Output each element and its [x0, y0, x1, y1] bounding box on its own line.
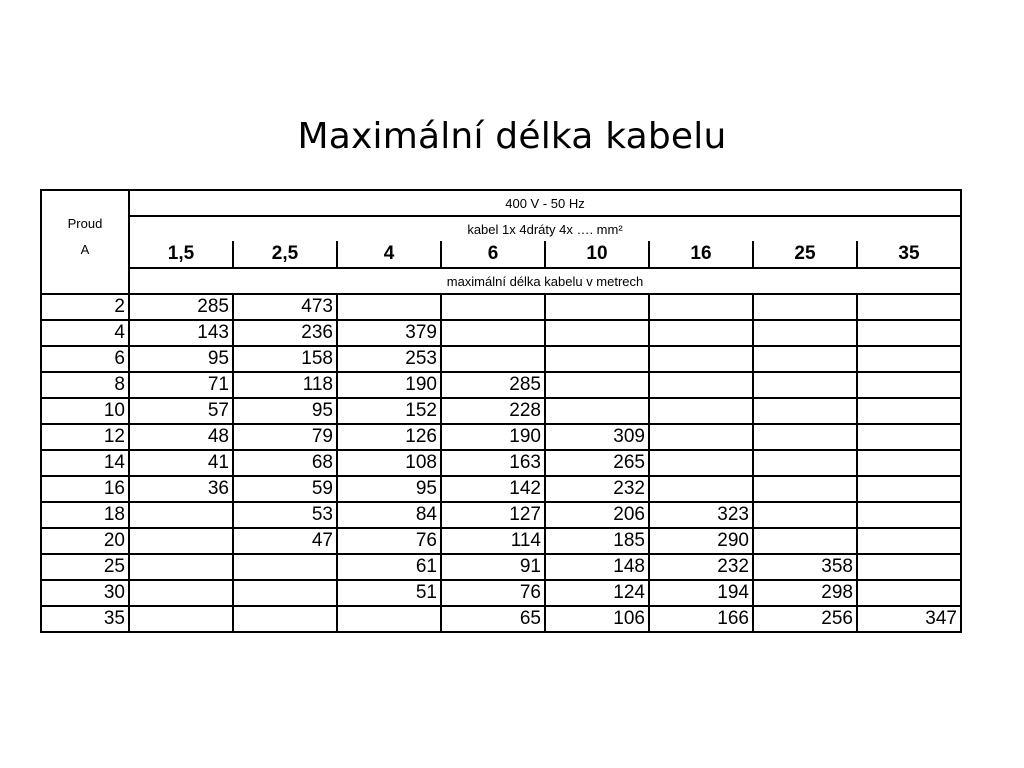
- length-cell: 124: [545, 580, 649, 606]
- length-cell: 57: [129, 398, 233, 424]
- length-cell: 323: [649, 502, 753, 528]
- length-cell: 127: [441, 502, 545, 528]
- current-cell: 30: [41, 580, 129, 606]
- length-cell: 114: [441, 528, 545, 554]
- length-cell: 256: [753, 606, 857, 632]
- length-cell: 143: [129, 320, 233, 346]
- length-cell: [441, 294, 545, 320]
- length-cell: [753, 476, 857, 502]
- table-row: [41, 606, 961, 632]
- length-cell: [753, 528, 857, 554]
- page-title: Maximální délka kabelu: [297, 116, 727, 157]
- length-cell: 228: [441, 398, 545, 424]
- length-cell: 126: [337, 424, 441, 450]
- length-cell: [233, 606, 337, 632]
- length-cell: [129, 554, 233, 580]
- length-cell: [649, 372, 753, 398]
- length-cell: 79: [233, 424, 337, 450]
- length-cell: [233, 580, 337, 606]
- length-note-header: maximální délka kabelu v metrech: [129, 268, 961, 294]
- length-cell: [857, 502, 961, 528]
- length-cell: [753, 294, 857, 320]
- length-cell: [857, 450, 961, 476]
- length-cell: [649, 346, 753, 372]
- length-cell: 309: [545, 424, 649, 450]
- current-cell: 20: [41, 528, 129, 554]
- length-cell: [649, 320, 753, 346]
- length-cell: [753, 398, 857, 424]
- cable-header: kabel 1x 4dráty 4x …. mm²: [129, 216, 961, 241]
- length-cell: 190: [441, 424, 545, 450]
- cross-section-header: 35: [857, 241, 961, 268]
- current-cell: 25: [41, 554, 129, 580]
- length-cell: 41: [129, 450, 233, 476]
- length-cell: 152: [337, 398, 441, 424]
- proud-header-cell: [41, 190, 129, 294]
- header-row-length-note: [41, 268, 961, 294]
- length-cell: 95: [233, 398, 337, 424]
- header-row-voltage: [41, 190, 961, 216]
- length-cell: 232: [545, 476, 649, 502]
- length-cell: [753, 424, 857, 450]
- table-row: [41, 398, 961, 424]
- cross-section-header: 25: [753, 241, 857, 268]
- length-cell: [857, 372, 961, 398]
- length-cell: [649, 476, 753, 502]
- length-cell: [753, 346, 857, 372]
- length-cell: 253: [337, 346, 441, 372]
- cable-length-table: [40, 189, 962, 633]
- table-row: [41, 294, 961, 320]
- cross-section-header: 10: [545, 241, 649, 268]
- table-row: [41, 528, 961, 554]
- current-cell: 4: [41, 320, 129, 346]
- length-cell: 76: [337, 528, 441, 554]
- length-cell: [337, 606, 441, 632]
- length-cell: [545, 320, 649, 346]
- cable-length-table-wrapper: [40, 189, 962, 633]
- length-cell: 48: [129, 424, 233, 450]
- length-cell: [441, 320, 545, 346]
- length-cell: 76: [441, 580, 545, 606]
- length-cell: 206: [545, 502, 649, 528]
- length-cell: 71: [129, 372, 233, 398]
- length-cell: 142: [441, 476, 545, 502]
- current-cell: 6: [41, 346, 129, 372]
- length-cell: 47: [233, 528, 337, 554]
- length-cell: 285: [129, 294, 233, 320]
- length-cell: [129, 580, 233, 606]
- length-cell: 59: [233, 476, 337, 502]
- length-cell: 290: [649, 528, 753, 554]
- current-cell: 35: [41, 606, 129, 632]
- table-row: [41, 502, 961, 528]
- length-cell: [545, 346, 649, 372]
- length-cell: [649, 424, 753, 450]
- length-cell: 285: [441, 372, 545, 398]
- length-cell: 68: [233, 450, 337, 476]
- length-cell: [753, 320, 857, 346]
- table-row: [41, 580, 961, 606]
- table-row: [41, 424, 961, 450]
- length-cell: 185: [545, 528, 649, 554]
- length-cell: [649, 450, 753, 476]
- voltage-header: 400 V - 50 Hz: [129, 190, 961, 216]
- cross-section-header: 1,5: [129, 241, 233, 268]
- length-cell: [337, 294, 441, 320]
- length-cell: [857, 320, 961, 346]
- length-cell: 347: [857, 606, 961, 632]
- length-cell: 158: [233, 346, 337, 372]
- length-cell: 118: [233, 372, 337, 398]
- length-cell: 108: [337, 450, 441, 476]
- current-cell: 18: [41, 502, 129, 528]
- length-cell: 166: [649, 606, 753, 632]
- table-row: [41, 320, 961, 346]
- length-cell: 95: [337, 476, 441, 502]
- length-cell: [857, 294, 961, 320]
- length-cell: 91: [441, 554, 545, 580]
- length-cell: [649, 294, 753, 320]
- current-cell: 14: [41, 450, 129, 476]
- length-cell: [129, 606, 233, 632]
- length-cell: [753, 502, 857, 528]
- length-cell: 163: [441, 450, 545, 476]
- cross-section-header: 2,5: [233, 241, 337, 268]
- length-cell: 379: [337, 320, 441, 346]
- length-cell: [233, 554, 337, 580]
- table-body: [41, 190, 961, 632]
- length-cell: 106: [545, 606, 649, 632]
- length-cell: [753, 372, 857, 398]
- length-cell: 190: [337, 372, 441, 398]
- length-cell: [545, 398, 649, 424]
- length-cell: [649, 398, 753, 424]
- length-cell: [753, 450, 857, 476]
- table-row: [41, 450, 961, 476]
- length-cell: [857, 528, 961, 554]
- length-cell: 84: [337, 502, 441, 528]
- length-cell: [129, 502, 233, 528]
- current-cell: 12: [41, 424, 129, 450]
- table-row: [41, 372, 961, 398]
- length-cell: 265: [545, 450, 649, 476]
- length-cell: 65: [441, 606, 545, 632]
- current-cell: 10: [41, 398, 129, 424]
- current-cell: 8: [41, 372, 129, 398]
- current-cell: 16: [41, 476, 129, 502]
- proud-label: Proud: [67, 216, 103, 231]
- header-row-cable: [41, 216, 961, 241]
- unit-label: A: [80, 242, 90, 257]
- cross-section-header: 6: [441, 241, 545, 268]
- length-cell: 36: [129, 476, 233, 502]
- length-cell: 53: [233, 502, 337, 528]
- length-cell: [857, 554, 961, 580]
- length-cell: 148: [545, 554, 649, 580]
- length-cell: 473: [233, 294, 337, 320]
- cross-section-header: 4: [337, 241, 441, 268]
- length-cell: [129, 528, 233, 554]
- length-cell: 358: [753, 554, 857, 580]
- cross-section-header: 16: [649, 241, 753, 268]
- length-cell: [545, 294, 649, 320]
- length-cell: [857, 424, 961, 450]
- table-row: [41, 346, 961, 372]
- header-row-cross-sections: [41, 241, 961, 268]
- length-cell: 236: [233, 320, 337, 346]
- length-cell: 51: [337, 580, 441, 606]
- length-cell: 61: [337, 554, 441, 580]
- length-cell: 95: [129, 346, 233, 372]
- length-cell: [545, 372, 649, 398]
- table-row: [41, 476, 961, 502]
- length-cell: [441, 346, 545, 372]
- length-cell: 194: [649, 580, 753, 606]
- table-row: [41, 554, 961, 580]
- length-cell: [857, 476, 961, 502]
- current-cell: 2: [41, 294, 129, 320]
- length-cell: 298: [753, 580, 857, 606]
- length-cell: 232: [649, 554, 753, 580]
- length-cell: [857, 580, 961, 606]
- length-cell: [857, 346, 961, 372]
- length-cell: [857, 398, 961, 424]
